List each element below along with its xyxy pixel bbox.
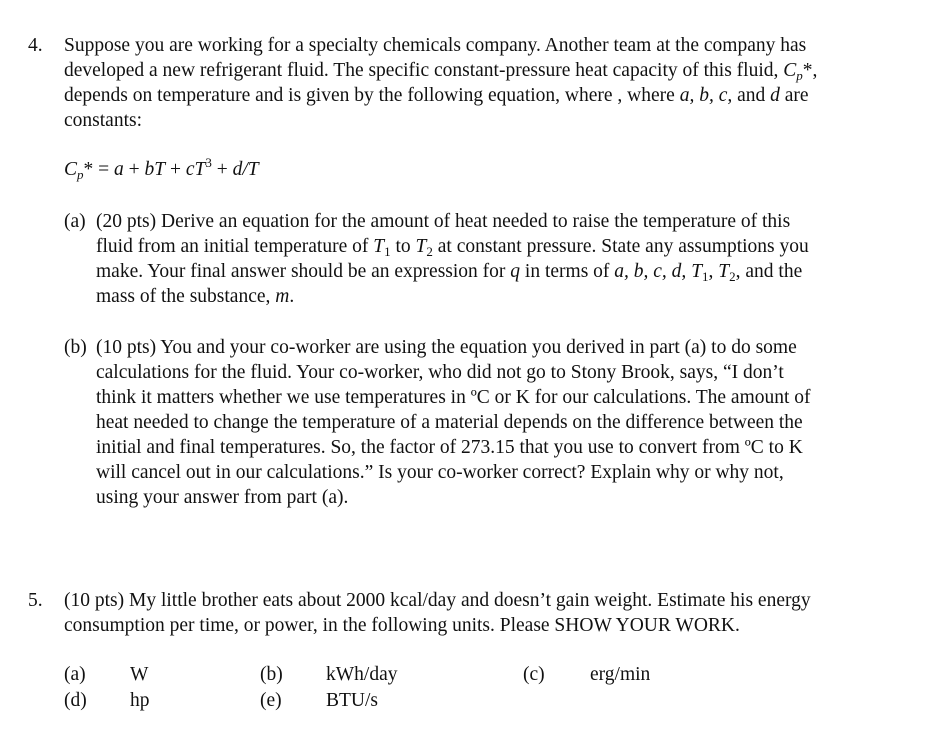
unit-b-label: (b): [260, 664, 283, 685]
unit-c-value: erg/min: [590, 664, 651, 685]
part-b-text: (10 pts) You and your co-worker are using the equation you derived in part (a) to do some calculations for the fluid. Your co-worker, who did not go to Stony Brook, says, “I don’t think it matters whether we use temperatures in ºC or K for our calculations. The amount of heat needed to change the temperature of a material depends on the difference between the initial and final temperatures. So, the factor of 273.15 that you use to convert from ºC to K will cancel out in our calculations.” Is your co-worker correct? Explain why or why not, using your answer from part (a).: [96, 337, 811, 508]
intro-line-2: developed a new refrigerant fluid. The specific constant-pressure heat capacity of this fluid, $C_p*$,: [64, 60, 818, 83]
unit-e-value: BTU/s: [326, 690, 379, 711]
unit-d-label: (d): [64, 690, 87, 711]
intro-line-1: Suppose you are working for a specialty chemicals company. Another team at the company has: [64, 35, 807, 56]
part-a-label: (a): [64, 211, 86, 232]
intro-line-3: depends on temperature and is given by the following equation, where , where a, b, c, and d are: [64, 85, 809, 106]
question-4-intro: [64, 33, 817, 133]
heat-capacity-equation: $C_p* = a$ + bT + $cT^3 + d/T$: [64, 155, 259, 182]
unit-a-value: W: [130, 664, 149, 685]
unit-b-value: kWh/day: [326, 664, 398, 685]
part-a-text: (20 pts) Derive an equation for the amount of heat needed to raise the temperature of this fluid from an initial temperature of $T_1$ to $T_2$ at constant pressure. State any assumptions you make. Your final answer should be an expression for q in terms of a, b, c, d, $T_1$, $T_2$, and the mass of the substance, m.: [96, 211, 809, 307]
unit-c-label: (c): [523, 664, 545, 685]
question-5-text: (10 pts) My little brother eats about 2000 kcal/day and doesn’t gain weight. Estimate his energy consumption per time, or power, in the following units. Please SHOW YOUR WORK.: [64, 590, 811, 636]
part-b-label: (b): [64, 337, 87, 358]
unit-e-label: (e): [260, 690, 282, 711]
question-4-number: 4.: [28, 35, 43, 56]
intro-line-4: constants:: [64, 110, 142, 131]
unit-a-label: (a): [64, 664, 86, 685]
unit-d-value: hp: [130, 690, 150, 711]
question-5-number: 5.: [28, 590, 43, 611]
